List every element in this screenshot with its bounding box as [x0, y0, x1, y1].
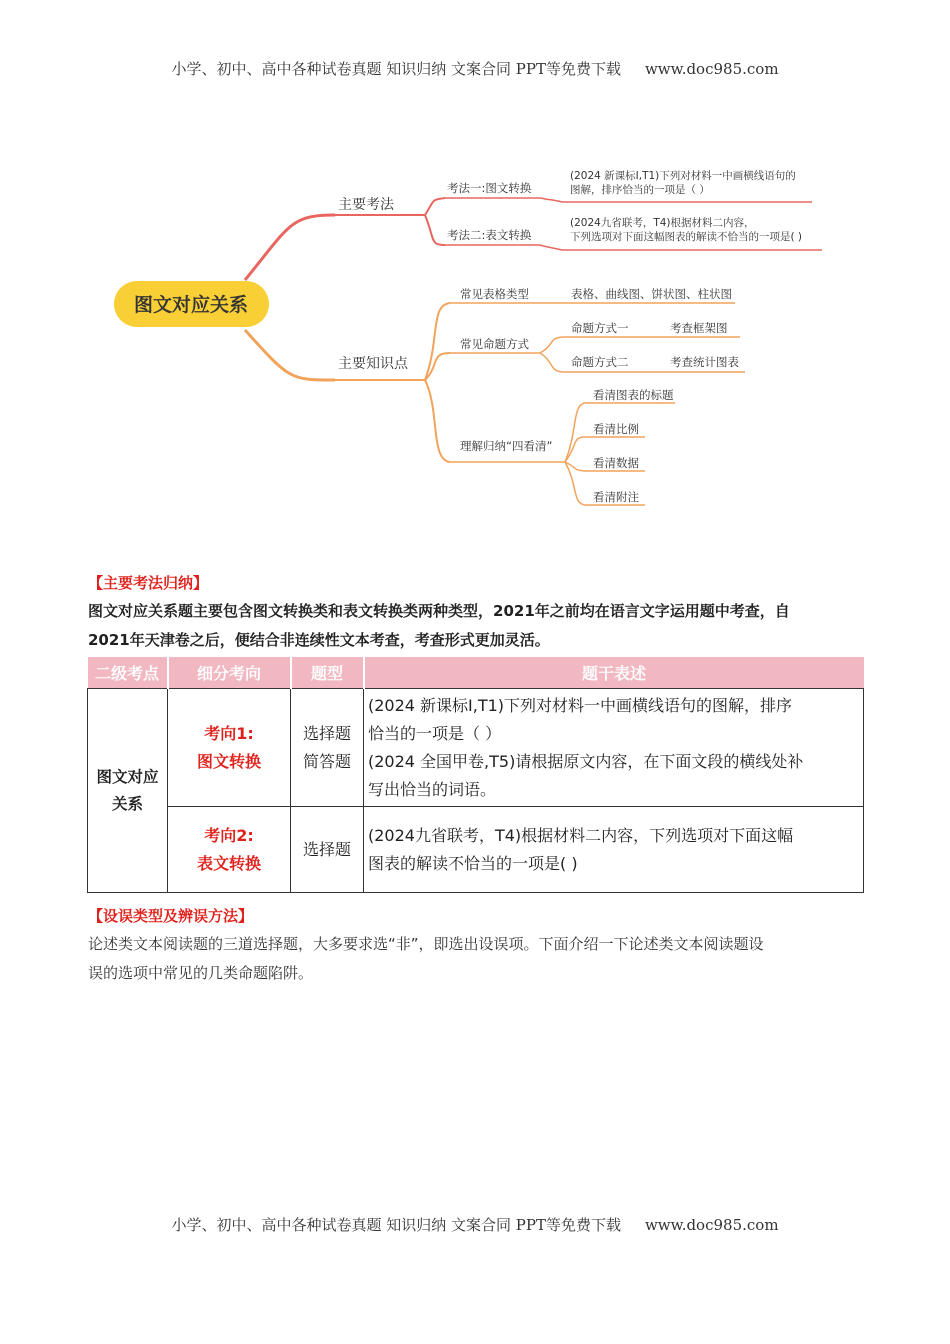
section2-paragraph — [88, 930, 864, 988]
branch2-fourlook-line — [425, 380, 450, 462]
look2-line — [565, 437, 585, 462]
direction-cell — [168, 689, 291, 807]
header-type: 题型 — [291, 657, 364, 689]
types-label: 常见表格类型 — [460, 287, 529, 301]
section2-para-line1: 论述类文本阅读题的三道选择题，大多要求选“非”，即选出设误项。下面介绍一下论述类文本阅读题设 — [88, 935, 764, 953]
description-cell — [364, 807, 864, 893]
section1-paragraph — [88, 597, 864, 655]
description-cell — [364, 689, 864, 807]
category-line2: 关系 — [111, 794, 143, 813]
look1-line — [565, 403, 585, 462]
branch1-detail1-line — [540, 198, 562, 202]
mode2-value: 考查统计图表 — [670, 355, 739, 369]
root-to-branch1-line — [245, 215, 335, 280]
branch1-item2-label: 考法二:表文转换 — [447, 228, 532, 242]
modes-label: 常见命题方式 — [460, 337, 529, 351]
type2-line1: 选择题 — [302, 839, 351, 859]
desc1-line1: (2024 新课标Ⅰ,T1)下列对材料一中画横线语句的图解，排序 — [368, 695, 793, 715]
type1-line2: 简答题 — [302, 751, 351, 771]
direction-cell — [168, 807, 291, 893]
look2-label: 看清比例 — [593, 422, 639, 436]
table-row — [88, 807, 864, 893]
desc2-line1: (2024九省联考，T4)根据材料二内容，下列选项对下面这幅 — [368, 825, 794, 845]
branch1-label: 主要考法 — [338, 197, 394, 213]
look1-label: 看清图表的标题 — [593, 388, 674, 402]
category-line1: 图文对应 — [96, 767, 159, 786]
branch1-item2-line — [425, 215, 445, 245]
header-description: 题干表述 — [364, 657, 864, 689]
footer-text: 小学、初中、高中各种试卷真题 知识归纳 文案合同 PPT等免费下载 — [171, 1216, 621, 1234]
header-level2: 二级考点 — [88, 657, 168, 689]
root-to-branch2-line — [245, 330, 335, 380]
type1-line1: 选择题 — [302, 723, 351, 743]
branch1-detail2-line2: 下列选项对下面这幅图表的解读不恰当的一项是( ) — [570, 231, 803, 243]
section2-para-line2: 误的选项中常见的几类命题陷阱。 — [88, 964, 314, 982]
table-row — [88, 689, 864, 807]
desc1-line2: 恰当的一项是（ ） — [368, 723, 502, 743]
section2-title: 【设误类型及辨误方法】 — [88, 907, 254, 925]
direction1-line2: 图文转换 — [196, 751, 261, 771]
direction2-line1: 考向2: — [204, 825, 254, 845]
header-site[interactable]: www.doc985.com — [644, 60, 779, 78]
direction2-line2: 表文转换 — [196, 853, 261, 873]
branch1-detail2-line1: (2024九省联考，T4)根据材料二内容， — [570, 217, 755, 229]
mode1-value: 考查框架图 — [670, 321, 728, 335]
look3-label: 看清数据 — [593, 456, 639, 470]
header-text: 小学、初中、高中各种试卷真题 知识归纳 文案合同 PPT等免费下载 — [171, 60, 621, 78]
footer-site[interactable]: www.doc985.com — [644, 1216, 779, 1234]
desc1-line4: 写出恰当的词语。 — [368, 779, 497, 799]
root-label: 图文对应关系 — [133, 294, 249, 316]
branch1-item1-label: 考法一:图文转换 — [447, 181, 532, 195]
table-header-row — [88, 657, 864, 689]
branch1-detail2-line — [540, 245, 562, 250]
types-value: 表格、曲线图、饼状图、柱状图 — [571, 287, 732, 301]
page-header — [0, 58, 950, 79]
type-cell — [291, 807, 364, 893]
section1-title: 【主要考法归纳】 — [88, 574, 209, 592]
exam-table — [87, 657, 864, 893]
branch1-item1-line — [425, 198, 445, 215]
look4-label: 看清附注 — [593, 490, 639, 504]
branch1-detail1-line2: 图解，排序恰当的一项是（ ） — [570, 184, 710, 196]
mind-map — [0, 140, 950, 540]
mode2-line — [540, 353, 565, 372]
direction1-line1: 考向1: — [204, 723, 254, 743]
section1-para-line1: 图文对应关系题主要包含图文转换类和表文转换类两种类型，2021年之前均在语言文字运用题中考查，自 — [88, 602, 790, 620]
type-cell — [291, 689, 364, 807]
branch1-detail1-line1: (2024 新课标Ⅰ,T1)下列对材料一中画横线语句的 — [570, 170, 796, 182]
desc2-line2: 图表的解读不恰当的一项是( ) — [368, 853, 578, 873]
desc1-line3: (2024 全国甲卷,T5)请根据原文内容，在下面文段的横线处补 — [368, 751, 804, 771]
mode2-label: 命题方式二 — [571, 355, 629, 369]
page-footer — [0, 1214, 950, 1235]
mode1-line — [540, 337, 565, 353]
mode1-label: 命题方式一 — [571, 321, 629, 335]
branch2-label: 主要知识点 — [338, 356, 408, 372]
branch2-types-line — [425, 303, 450, 380]
header-direction: 细分考向 — [168, 657, 291, 689]
section1-para-line2: 2021年天津卷之后，便结合非连续性文本考查，考查形式更加灵活。 — [88, 631, 550, 649]
fourlook-label: 理解归纳“四看清” — [460, 439, 553, 453]
category-cell — [88, 689, 168, 893]
